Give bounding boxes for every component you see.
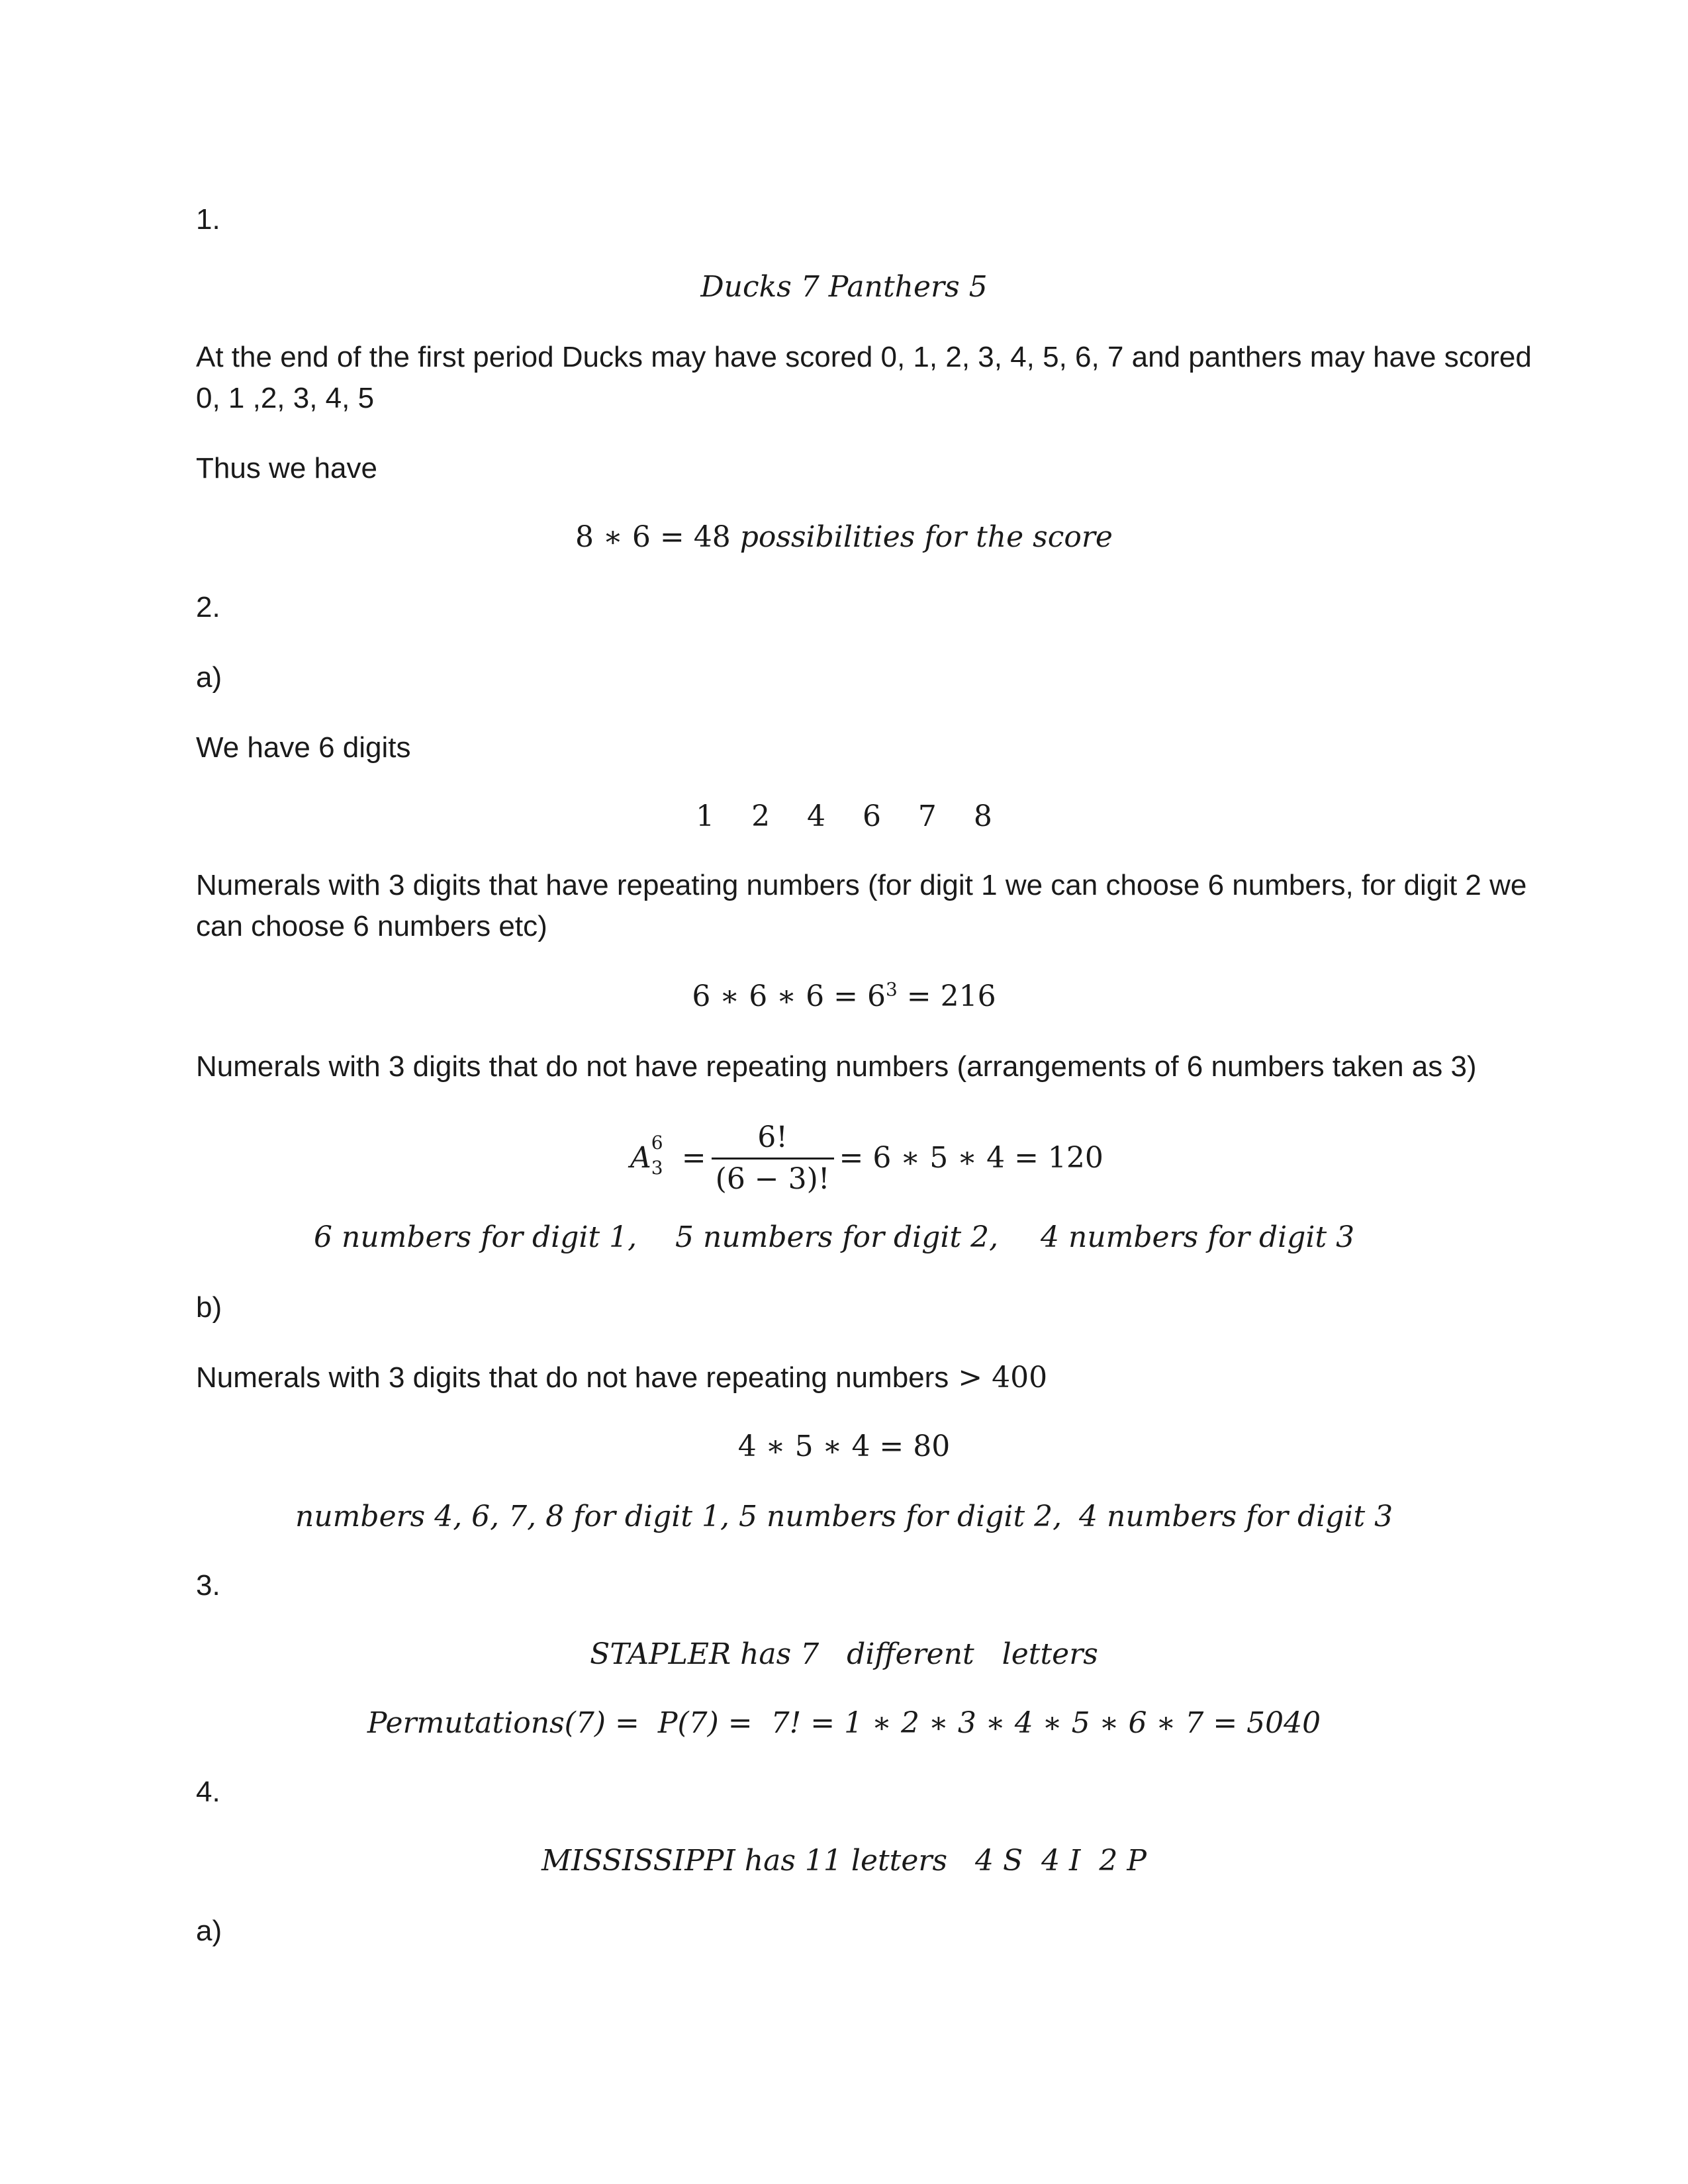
paragraph-line-2: 0, 1 ,2, 3, 4, 5 <box>196 382 375 414</box>
arrangement-superscript: 6 <box>651 1132 663 1154</box>
arrangement-indices <box>651 1132 682 1179</box>
choice-digit-3: 4 numbers for digit 3 <box>1041 1220 1355 1254</box>
b-choice-digit-1: numbers 4, 6, 7, 8 for digit 1, <box>295 1500 730 1533</box>
arrangement-result: = 6 ∗ 5 ∗ 4 = 120 <box>839 1141 1103 1175</box>
repeating-lhs: 6 ∗ 6 ∗ 6 = 6 <box>692 979 886 1013</box>
arrangement-equals: = <box>681 1141 706 1175</box>
digits-intro: We have 6 digits <box>196 731 411 764</box>
repeating-exponent: 3 <box>885 978 898 1001</box>
possibilities-equation <box>0 516 1688 559</box>
repeating-equation <box>0 976 1688 1018</box>
thus-text: Thus we have <box>196 452 377 484</box>
b-choice-digit-2: 5 numbers for digit 2, <box>739 1500 1062 1533</box>
repeating-line-1: Numerals with 3 digits that have repeating numbers (for digit 1 we can choose 6 numbers, for digit 2 we <box>196 869 1527 901</box>
possibilities-expr: 8 ∗ 6 = 48 <box>575 520 740 554</box>
b-choice-digit-3: 4 numbers for digit 3 <box>1079 1500 1393 1533</box>
part-b-equation: 4 ∗ 5 ∗ 4 = 80 <box>737 1430 951 1463</box>
paragraph-line-1: At the end of the first period Ducks may have scored 0, 1, 2, 3, 4, 5, 6, 7 and panthers may have scored <box>196 341 1532 373</box>
score-line: Ducks 7 Panthers 5 <box>700 270 988 304</box>
choice-digit-1: 6 numbers for digit 1, <box>314 1220 637 1254</box>
permutation-equation: Permutations(7) = P(7) = 7! = 1 ∗ 2 ∗ 3 ∗ 4 ∗ 5 ∗ 6 ∗ 7 = 5040 <box>367 1706 1321 1740</box>
choice-digit-2: 5 numbers for digit 2, <box>675 1220 999 1254</box>
problem-1-number: 1. <box>196 203 220 236</box>
fraction-denominator: (6 − 3)! <box>712 1158 834 1199</box>
part-b-label: b) <box>196 1291 222 1324</box>
part-b-text <box>196 1357 1047 1399</box>
arrangement-A: A <box>630 1141 651 1175</box>
part-b-condition: > 400 <box>949 1361 1048 1394</box>
part-a-label: a) <box>196 661 222 694</box>
problem-3-number: 3. <box>196 1569 220 1602</box>
arrangement-fraction <box>712 1118 834 1199</box>
problem-2-number: 2. <box>196 591 220 623</box>
repeating-line-2: can choose 6 numbers etc) <box>196 910 547 942</box>
problem-4-number: 4. <box>196 1776 220 1808</box>
fraction-numerator: 6! <box>757 1120 788 1154</box>
mississippi-statement: MISSISSIPPI has 11 letters 4 S 4 I 2 P <box>541 1844 1147 1878</box>
stapler-statement: STAPLER has 7 different letters <box>590 1637 1098 1671</box>
part-b-statement: Numerals with 3 digits that do not have repeating numbers <box>196 1361 949 1394</box>
problem-4-part-a-label: a) <box>196 1915 222 1947</box>
arrangement-subscript: 3 <box>651 1157 663 1179</box>
possibilities-text: possibilities for the score <box>739 520 1113 554</box>
arrangement-equation <box>630 1112 1103 1205</box>
non-repeating-text: Numerals with 3 digits that do not have repeating numbers (arrangements of 6 numbers taken as 3) <box>196 1050 1477 1083</box>
repeating-rhs: = 216 <box>897 979 996 1013</box>
digits-list: 1 2 4 6 7 8 <box>696 799 992 833</box>
